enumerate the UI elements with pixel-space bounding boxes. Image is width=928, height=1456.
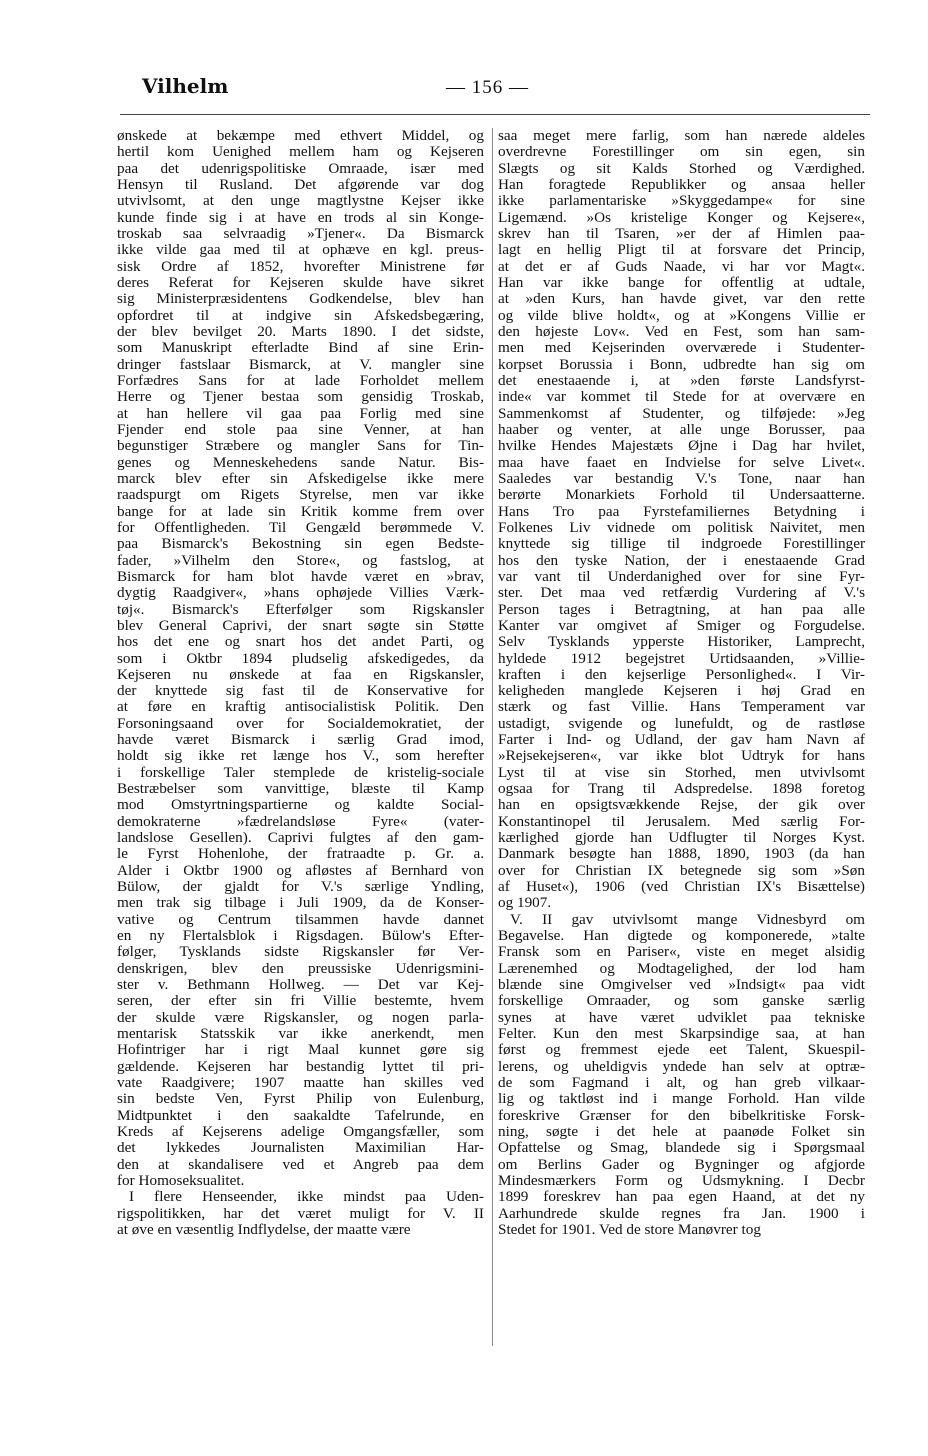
text-line: blænde sine Omgivelser ved »Indsigt« paa vidt bbox=[498, 977, 865, 994]
text-line: Alder i Oktbr 1900 og afløstes af Bernhard von bbox=[117, 862, 484, 879]
text-line: Person tages i Betragtning, at han paa alle bbox=[498, 601, 865, 618]
text-line: af Huset«), 1906 (ved Christian IX's Bisættelse) bbox=[498, 879, 865, 896]
header-rule bbox=[120, 114, 870, 115]
text-line: som i Oktbr 1894 pludselig afskedigedes, da bbox=[117, 650, 484, 667]
page-number: — 156 — bbox=[446, 77, 529, 98]
text-line: landslose Gesellen). Caprivi fulgtes af den gam- bbox=[117, 830, 484, 847]
text-line: der knyttede sig fast til de Konservative for bbox=[117, 683, 484, 700]
text-line: skrev han til Tsaren, »er der af Himlen paa- bbox=[498, 225, 865, 242]
text-line: deres Referat for Kejseren skulde have sikret bbox=[117, 274, 484, 291]
running-head: Vilhelm bbox=[142, 74, 229, 98]
text-line: Saaledes var bestandig V.'s Tone, naar han bbox=[498, 470, 865, 487]
text-line: Fjender end stole paa sine Venner, at han bbox=[117, 421, 484, 438]
text-line: sin bedste Ven, Fyrst Philip von Eulenburg, bbox=[117, 1091, 484, 1108]
text-line: seren, der efter sin fri Villie bestemte, hvem bbox=[117, 993, 484, 1010]
text-line: Midtpunktet i den saakaldte Tafelrunde, en bbox=[117, 1107, 484, 1124]
text-line: Lyst til at vise sin Storhed, men utvivlsomt bbox=[498, 764, 865, 781]
text-line: Felter. Kun den mest Skarpsindige saa, at han bbox=[498, 1026, 865, 1043]
text-line: Hofintriger har i rigt Maal kunnet gøre sig bbox=[117, 1042, 484, 1059]
text-line: Danmark besøgte han 1888, 1890, 1903 (da han bbox=[498, 846, 865, 863]
text-line: der blev bevilget 20. Marts 1890. I det sidste, bbox=[117, 323, 484, 340]
text-line: hvilke Hendes Majestæts Øjne i Dag har hvilet, bbox=[498, 438, 865, 455]
text-line: Farter i Ind- og Udland, der gav ham Navn af bbox=[498, 732, 865, 749]
text-line: vate Raadgivere; 1907 maatte han skilles ved bbox=[117, 1075, 484, 1092]
text-line: Bestræbelser som vanvittige, blæste til Kamp bbox=[117, 781, 484, 798]
text-line: han en opsigtsvækkende Rejse, der gik over bbox=[498, 797, 865, 814]
text-line: der skulde være Rigskansler, og nogen parla- bbox=[117, 1009, 484, 1026]
text-line: ikke vilde gaa med til at ophæve en kgl. preus- bbox=[117, 242, 484, 259]
text-line: det enestaaende i, at »den første Landsfyrst- bbox=[498, 372, 865, 389]
page-header bbox=[0, 74, 928, 104]
text-line: kraften i den kejserlige Personlighed«. I Vir- bbox=[498, 666, 865, 683]
text-line: Hensyn til Rusland. Det afgørende var dog bbox=[117, 176, 484, 193]
text-line: »Rejsekejseren«, var ikke blot Udtryk for hans bbox=[498, 748, 865, 765]
text-line: dringer fastslaar Bismarck, at V. mangler sine bbox=[117, 356, 484, 373]
text-line: var vant til Underdanighed over for sine Fyr- bbox=[498, 568, 865, 585]
text-line: Han foragtede Republikker og ansaa heller bbox=[498, 176, 865, 193]
text-line: og 1907. bbox=[498, 895, 552, 912]
text-line: mod Omstyrtningspartierne og kaldte Social- bbox=[117, 797, 484, 814]
text-line: ikke parlamentariske »Skyggedampe« for sine bbox=[498, 193, 865, 210]
text-line: Han var ikke bange for offentlig at udtale, bbox=[498, 274, 865, 291]
text-line: for Offentligheden. Til Gengæld berømmede V. bbox=[117, 519, 484, 536]
text-line: le Fyrst Hohenlohe, der fratraadte p. Gr. a. bbox=[117, 846, 484, 863]
right-column bbox=[498, 128, 865, 1238]
text-line: Bismarck for ham blot havde været en »brav, bbox=[117, 568, 484, 585]
text-line: at »den Kurs, han havde givet, var den rette bbox=[498, 291, 865, 308]
text-line: mentarisk Statsskik var ikke anerkendt, men bbox=[117, 1026, 484, 1043]
text-line: sisk Ordre af 1852, hvorefter Ministrene før bbox=[117, 258, 484, 275]
text-line: tøj«. Bismarck's Efterfølger som Rigskansler bbox=[117, 601, 484, 618]
text-line: lig og taktløst ind i mange Forhold. Han vilde bbox=[498, 1091, 865, 1108]
text-line: blev General Caprivi, der snart søgte sin Støtte bbox=[117, 617, 484, 634]
text-line: paa det udenrigspolitiske Omraade, især med bbox=[117, 160, 484, 177]
text-line: Kanter var omgivet af Smiger og Forgudelse. bbox=[498, 617, 865, 634]
text-line: at føre en kraftig antisocialistisk Politik. Den bbox=[117, 699, 484, 716]
text-line: rigspolitikken, har det været muligt for V. II bbox=[117, 1205, 484, 1222]
text-line: troskab saa selvraadig »Tjener«. Da Bismarck bbox=[117, 225, 484, 242]
text-line: kærlighed gjorde han Udflugter til Norges Kyst. bbox=[498, 830, 865, 847]
text-line: men med Kejserinden overværede i Studenter- bbox=[498, 340, 865, 357]
text-line: i forskellige Taler stemplede de kristelig-sociale bbox=[117, 764, 484, 781]
text-line: marck blev efter sin Afskedigelse ikke mere bbox=[117, 470, 484, 487]
text-line: Lærenemhed og Modtagelighed, der lod ham bbox=[498, 960, 865, 977]
text-line: vative og Centrum tilsammen havde dannet bbox=[117, 911, 484, 928]
text-line: ogsaa for Trang til Adspredelse. 1898 foretog bbox=[498, 781, 865, 798]
text-line: følger, Tysklands sidste Rigskansler før Ver- bbox=[117, 944, 484, 961]
text-line: begunstiger Stræbere og mangler Sans for Tin- bbox=[117, 438, 484, 455]
text-line: ster. Det maa ved retfærdig Vurdering af V.'s bbox=[498, 585, 865, 602]
text-line: først og fremmest ejede eet Talent, Skuespil- bbox=[498, 1042, 865, 1059]
text-line: ustadigt, svigende og lunefuldt, og de rastløse bbox=[498, 715, 865, 732]
left-column bbox=[117, 128, 484, 1238]
text-line: Aarhundrede skulde regnes fra Jan. 1900 i bbox=[498, 1205, 865, 1222]
text-line: lagt en hellig Pligt til at forsvare det Princip, bbox=[498, 242, 865, 259]
text-line: holdt sig ikke ret længe hos V., som herefter bbox=[117, 748, 484, 765]
text-line: maa have faaet en Indvielse for selve Livet«. bbox=[498, 454, 865, 471]
text-line: keligheden manglede Kejseren i høj Grad en bbox=[498, 683, 865, 700]
text-line: det lykkedes Journalisten Maximilian Har- bbox=[117, 1140, 484, 1157]
text-line: kunde finde sig i at have en trods al sin Konge- bbox=[117, 209, 484, 226]
text-line: paa Bismarck's Bekostning sin egen Bedste- bbox=[117, 536, 484, 553]
text-line: for Homoseksualitet. bbox=[117, 1173, 245, 1189]
text-line: demokraterne »fædrelandsløse Fyre« (vater- bbox=[117, 813, 484, 830]
text-line: hertil kom Uenighed mellem ham og Kejseren bbox=[117, 144, 484, 161]
text-line: denskrigen, blev den preussiske Udenrigsmini- bbox=[117, 960, 484, 977]
text-line: den højeste Lov«. Ved en Fest, som han sam- bbox=[498, 323, 865, 340]
text-line: de som Fagmand i alt, og han greb vilkaar- bbox=[498, 1075, 865, 1092]
text-line: dygtig Raadgiver«, »hans ophøjede Villies Værk- bbox=[117, 585, 484, 602]
text-line: og vilde blive holdt«, og at »Kongens Villie er bbox=[498, 307, 865, 324]
text-line: bange for at lade sin Kritik komme frem over bbox=[117, 503, 484, 520]
text-line: stærk og fast Villie. Hans Temperament var bbox=[498, 699, 865, 716]
text-line: at det er af Guds Naade, vi har vor Magt«. bbox=[498, 258, 865, 275]
text-line: opfordret til at indgive sin Afskedsbegæring, bbox=[117, 307, 484, 324]
text-line: som Manuskript efterladte Bind af sine Erin- bbox=[117, 340, 484, 357]
text-line: gældende. Kejseren har bestandig lyttet til pri- bbox=[117, 1058, 484, 1075]
text-line: men trak sig tilbage i Juli 1909, da de Konser- bbox=[117, 895, 484, 912]
text-line: Opfattelse og Smag, blandede sig i Spørgsmaal bbox=[498, 1140, 865, 1157]
text-line: Forfædres Sans for at lade Forholdet mellem bbox=[117, 372, 484, 389]
text-line: knyttede sig tillige til indgroede Forestillinger bbox=[498, 536, 865, 553]
text-line: forskellige Omraader, og som ganske særlig bbox=[498, 993, 865, 1010]
text-line: Stedet for 1901. Ved de store Manøvrer tog bbox=[498, 1221, 761, 1238]
text-line: 1899 foreskrev han paa egen Haand, at det ny bbox=[498, 1189, 865, 1206]
text-line: raadspurgt om Rigets Styrelse, men var ikke bbox=[117, 487, 484, 504]
text-line: saa meget mere farlig, som han nærede aldeles bbox=[498, 128, 865, 144]
text-line: Sammenkomst af Studenter, og tilføjede: »Jeg bbox=[498, 405, 865, 422]
text-line: at øve en væsentlig Indflydelse, der maatte være bbox=[117, 1221, 411, 1238]
text-line: fader, »Vilhelm den Store«, og fastslog, at bbox=[117, 552, 484, 569]
text-line: Begavelse. Han digtede og komponerede, »talte bbox=[498, 928, 865, 945]
text-line: Kejseren nu ønskede at faa en Rigskansler, bbox=[117, 666, 484, 683]
text-line: V. II gav utvivlsomt mange Vidnesbyrd om bbox=[510, 911, 865, 928]
text-line: Selv Tysklands ypperste Historiker, Lamprecht, bbox=[498, 634, 865, 651]
text-line: foreskrive Grænser for den bibelkritiske Forsk- bbox=[498, 1107, 865, 1124]
text-line: Mindesmærkers Form og Udsmykning. I Decbr bbox=[498, 1173, 865, 1189]
text-line: Forsoningsaand over for Socialdemokratiet, der bbox=[117, 715, 484, 732]
text-line: utvivlsomt, at den unge magtlystne Kejser ikke bbox=[117, 193, 484, 210]
text-line: ønskede at bekæmpe med ethvert Middel, og bbox=[117, 128, 484, 144]
text-line: Folkenes Liv vidnede om politisk Naivitet, men bbox=[498, 519, 865, 536]
text-line: den at skandalisere ved et Angreb paa dem bbox=[117, 1156, 484, 1173]
text-line: Konstantinopel til Jerusalem. Med særlig For- bbox=[498, 813, 865, 830]
text-line: I flere Henseender, ikke mindst paa Uden- bbox=[129, 1189, 484, 1206]
text-line: overdrevne Forestillinger om sin egen, sin bbox=[498, 144, 865, 161]
text-line: over for Christian IX betegnede sig som »Søn bbox=[498, 862, 865, 879]
text-line: ning, søgte i det hele at paanøde Folket sin bbox=[498, 1124, 865, 1141]
text-line: om Berlins Gader og Bygninger og afgjorde bbox=[498, 1156, 865, 1173]
text-line: lerens, og uheldigvis yndede han selv at optræ- bbox=[498, 1058, 865, 1075]
text-line: ster v. Bethmann Hollweg. — Det var Kej- bbox=[117, 977, 484, 994]
text-line: at han hellere vil gaa paa Forlig med sine bbox=[117, 405, 484, 422]
column-divider bbox=[492, 128, 493, 1346]
text-line: Herre og Tjener bestaa som gensidig Troskab, bbox=[117, 389, 484, 406]
text-line: sig Ministerpræsidentens Godkendelse, blev han bbox=[117, 291, 484, 308]
text-line: Bülow, der gjaldt for V.'s særlige Yndling, bbox=[117, 879, 484, 896]
text-line: berørte Monarkiets Forhold til Undersaatterne. bbox=[498, 487, 865, 504]
text-line: Kreds af Kejserens adelige Omgangsfæller, som bbox=[117, 1124, 484, 1141]
text-line: genes og Menneskehedens sande Natur. Bis- bbox=[117, 454, 484, 471]
text-line: hos den tyske Nation, der i enestaaende Grad bbox=[498, 552, 865, 569]
text-line: havde været Bismarck i særlig Grad imod, bbox=[117, 732, 484, 749]
text-line: haaber og venter, at alle unge Borusser, paa bbox=[498, 421, 865, 438]
text-line: synes at have været udviklet paa tekniske bbox=[498, 1009, 865, 1026]
text-line: korpset Borussia i Bonn, udbredte han sig om bbox=[498, 356, 865, 373]
text-line: Ligemænd. »Os kristelige Konger og Kejsere«, bbox=[498, 209, 865, 226]
text-line: hos det ene og snart hos det andet Parti, og bbox=[117, 634, 484, 651]
text-line: hyldede 1912 begejstret Urtidsaanden, »Villie- bbox=[498, 650, 865, 667]
text-line: Slægts og sit Kalds Storhed og Værdighed. bbox=[498, 160, 865, 177]
text-line: en ny Flertalsblok i Rigsdagen. Bülow's Efter- bbox=[117, 928, 484, 945]
text-line: Fransk som en Pariser«, viste en meget alsidig bbox=[498, 944, 865, 961]
text-line: Hans Tro paa Fyrstefamiliernes Betydning i bbox=[498, 503, 865, 520]
text-line: inde« var kommet til Stede for at overvære en bbox=[498, 389, 865, 406]
